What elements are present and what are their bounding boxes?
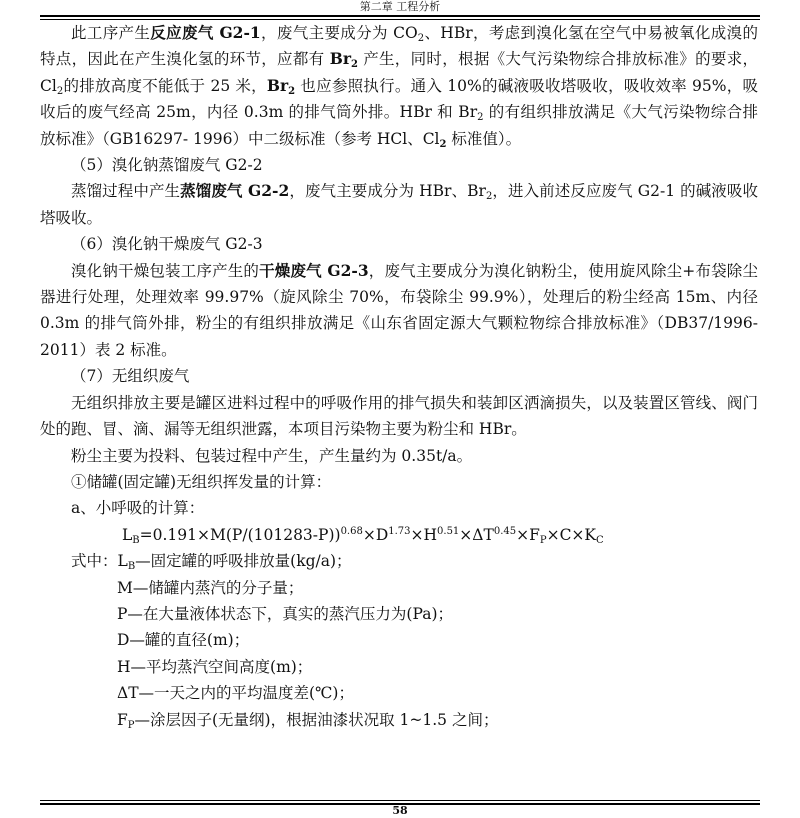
paragraph-dry-gas: 溴化钠干燥包装工序产生的干燥废气 G2-3，废气主要成分为溴化钠粉尘，使用旋风除尘+布袋除尘器进行处理，处理效率 99.97%（旋风除尘 70%，布袋除尘 99.9%），处理后的粉尘经高 15m、内径 0.3m 的排气筒外排，粉尘的有组织排放满足《山东省固定源大气颗粒物综合排放标准》（DB37/1996-2011）表 2 标准。 [40,260,758,359]
definition-d: D—罐的直径(m)； [117,631,250,650]
definition-dt: ΔT—一天之内的平均温度差(℃)； [117,684,354,703]
paragraph-breathing: a、小呼吸的计算： [71,499,205,518]
header-rule-thick [40,15,760,17]
definition-p: P—在大量液体状态下，真实的蒸汽压力为(Pa)； [117,604,453,623]
definition-m: M—储罐内蒸汽的分子量； [117,578,304,597]
section-heading-6: （6）溴化钠干燥废气 G2-3 [71,235,263,254]
breathing-formula: $L_B=0.191\times M(P/(101283-P))^{0.68}\times D^{1.73}\times H^{0.51}\times\Delta T^{0.45}\times F_P\times C\times K_C$ [122,525,604,546]
page-header: 第二章 工程分析 [359,0,441,13]
paragraph-dust: 粉尘主要为投料、包装过程中产生，产生量约为 0.35t/a。 [71,446,473,465]
definition-h: H—平均蒸汽空间高度(m)； [117,657,313,676]
page-number: 58 [392,804,408,817]
paragraph-reaction-gas: 此工序产生反应废气 G2-1，废气主要成分为 $CO_2$、HBr，考虑到溴化氢在空气中易被氧化成溴的特点，因此在产生溴化氢的环节，应都有 $Br_2$ 产生，同时，根据《大气污染物综合排放标准》的要求，$Cl_2$的排放高度不能低于 25 米，$Br_2$ 也应参照执行。通入 10%的碱液吸收塔吸收，吸收效率 95%，吸收后的废气经高 25m，内径 0.3m 的排气筒外排。HBr 和 $Br_2$ 的有组织排放满足《大气污染物综合排放标准》（GB16297- 1996）中二级标准（参考 HCl、$Cl_2$ 标准值）。 [40,23,758,150]
section-heading-7: （7）无组织废气 [71,367,190,386]
document-body [40,20,758,733]
definition-lb: 式中：$L_B—$固定罐的呼吸排放量(kg/a)； [71,552,352,573]
paragraph-tank-calc: ①储罐(固定罐)无组织挥发量的计算： [71,472,332,491]
section-heading-5: （5）溴化钠蒸馏废气 G2-2 [71,156,263,175]
footer-rule-thin [40,800,760,801]
definition-fp: $F_P—$涂层因子(无量纲)，根据油漆状况取 1~1.5 之间； [117,710,499,731]
paragraph-fugitive: 无组织排放主要是罐区进料过程中的呼吸作用的排气损失和装卸区洒滴损失，以及装置区管线、阀门处的跑、冒、滴、漏等无组织泄露，本项目污染物主要为粉尘和 HBr。 [40,393,758,439]
paragraph-distill-gas: 蒸馏过程中产生蒸馏废气 G2-2，废气主要成分为 HBr、$Br_2$，进入前述反应废气 G2-1 的碱液吸收塔吸收。 [40,181,758,227]
